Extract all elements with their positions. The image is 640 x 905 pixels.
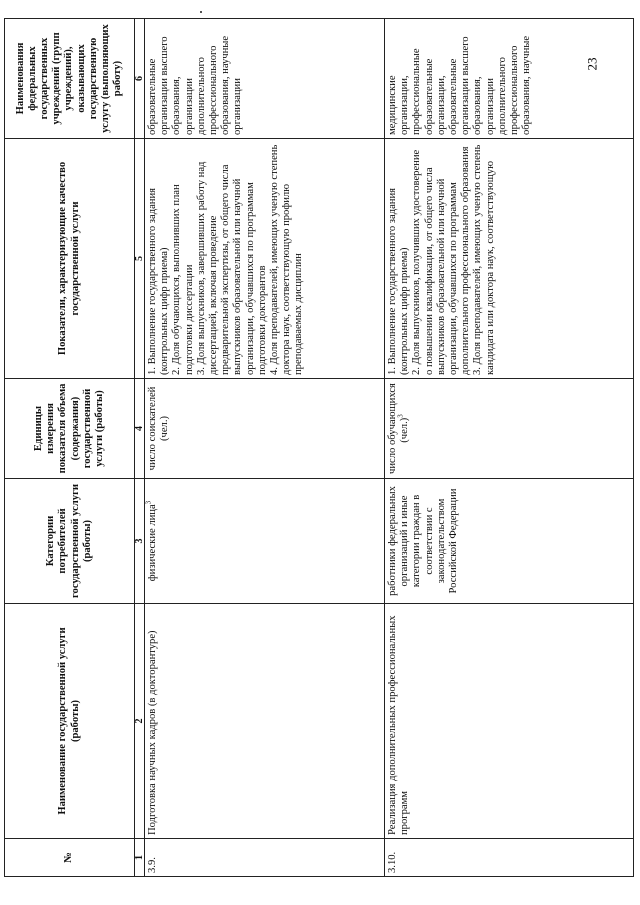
footnote-sup: 3 <box>396 414 405 418</box>
header-providers: Наименования федеральных государственных учреждений (групп учреждений), оказывающих государственную услугу (выполняющих работу) <box>5 19 135 139</box>
quality-item: 1. Выполнение государственного задания (контрольных цифр приема) <box>147 188 171 375</box>
table-row <box>385 19 634 877</box>
quality-item: 3. Доля преподавателей, имеющих ученую степень кандидата или доктора наук, соответствующую <box>472 144 496 375</box>
units-text: число обучающихся (чел.) <box>387 383 411 474</box>
page-number: 23 <box>584 57 600 71</box>
row-num: 3.9. <box>145 839 385 877</box>
table-row <box>145 19 385 877</box>
row-name: Подготовка научных кадров (в докторантуре) <box>145 604 385 839</box>
column-number-row <box>135 19 145 877</box>
row-providers: медицинские организации, профессиональные образовательные организации, образовательные организации высшего образования, организации дополнительного профессионального образования, научные <box>385 19 634 139</box>
column-number: 4 <box>135 379 145 479</box>
row-consumers <box>385 479 634 604</box>
row-quality <box>145 139 385 379</box>
column-number: 3 <box>135 479 145 604</box>
services-table <box>4 18 634 877</box>
header-row <box>5 19 135 877</box>
quality-item: 3. Доля выпускников, завершивших работу над диссертацией, включая проведение предварительной экспертизы, от общего числа выпускников образовательной или научной организации, обучавшихся по программам подготовки докторантов <box>195 161 268 375</box>
header-name: Наименование государственной услуги (работы) <box>5 604 135 839</box>
quality-item: 2. Доля обучающихся, выполнивших план подготовки диссертации <box>171 184 195 375</box>
header-units: Единицы измерения показателя объема (содержания) государственной услуги (работы) <box>5 379 135 479</box>
header-num: № <box>5 839 135 877</box>
quality-item: 1. Выполнение государственного задания (контрольных цифр приема) <box>387 188 411 375</box>
column-number: 2 <box>135 604 145 839</box>
column-number: 1 <box>135 839 145 877</box>
row-quality <box>385 139 634 379</box>
row-units <box>385 379 634 479</box>
row-num: 3.10. <box>385 839 634 877</box>
row-consumers <box>145 479 385 604</box>
footnote-sup: 3 <box>144 500 153 505</box>
consumers-text: физические лица <box>147 504 158 582</box>
scan-speck <box>200 11 202 13</box>
quality-item: 4. Доля преподавателей, имеющих ученую степень доктора наук, соответствующую профилю преподаваемых дисциплин <box>269 144 305 375</box>
header-consumers: Категории потребителей государственной услуги (работы) <box>5 479 135 604</box>
row-name: Реализация дополнительных профессиональных программ <box>385 604 634 839</box>
units-text: число соискателей (чел.) <box>147 386 171 471</box>
quality-item: 2. Доля выпускников, получивших удостоверение о повышении квалификации, от общего числа выпускников образовательной или научной организации, обучавшихся по программам дополнительного профессионального образования <box>411 146 472 375</box>
column-number: 5 <box>135 139 145 379</box>
consumers-text: работники федеральных организаций и иные категории граждан в соответствии с законодательством Российской Федерации <box>387 486 460 596</box>
column-number: 6 <box>135 19 145 139</box>
header-quality: Показатели, характеризующие качество государственной услуги <box>5 139 135 379</box>
row-units <box>145 379 385 479</box>
row-providers: образовательные организации высшего образования, организации дополнительного профессионального образования, научные организации <box>145 19 385 139</box>
